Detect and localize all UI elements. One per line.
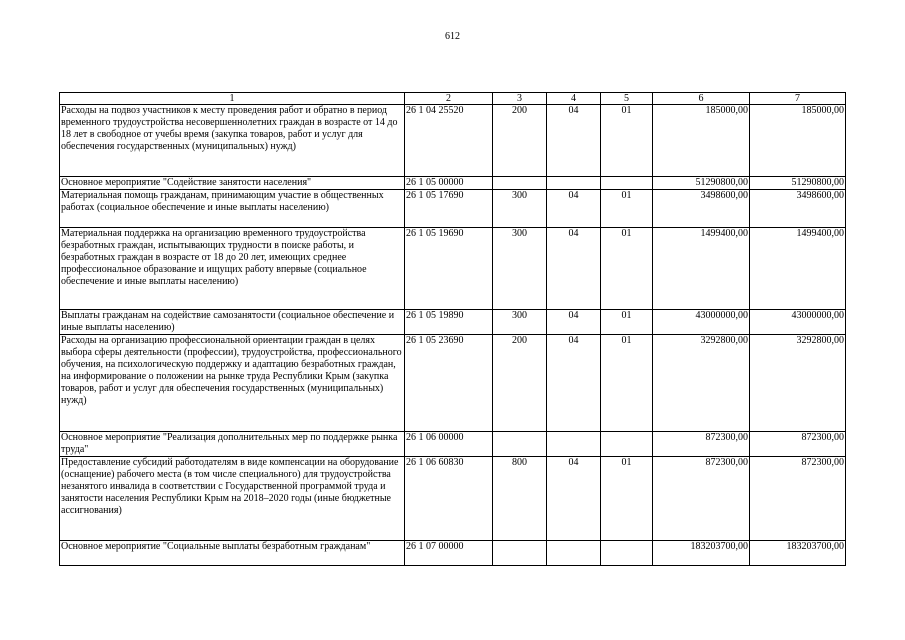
row-subsection: 01: [601, 228, 653, 310]
row-subsection: [601, 541, 653, 566]
row-expense-type: 300: [493, 310, 547, 335]
table-row: [60, 177, 846, 190]
row-subsection: 01: [601, 190, 653, 228]
table-row: [60, 541, 846, 566]
row-amount-col7: 1499400,00: [750, 228, 846, 310]
row-amount-col7: 872300,00: [750, 457, 846, 541]
row-target-code: 26 1 05 19890: [405, 310, 493, 335]
row-description: Основное мероприятие "Реализация дополнительных мер по поддержке рынка труда": [60, 432, 405, 457]
row-amount-col6: 872300,00: [653, 432, 750, 457]
row-section: 04: [547, 457, 601, 541]
row-section: 04: [547, 335, 601, 432]
row-target-code: 26 1 05 23690: [405, 335, 493, 432]
column-number-6: 6: [653, 93, 750, 105]
column-number-5: 5: [601, 93, 653, 105]
row-expense-type: [493, 432, 547, 457]
row-target-code: 26 1 05 00000: [405, 177, 493, 190]
row-description: Предоставление субсидий работодателям в виде компенсации на оборудование (оснащение) рабочего места (в том числе специального) для трудоустройства незанятого инвалида в соответствии с Государственной программой труда и занятости населения Республики Крым на 2018–2020 годы (иные бюджетные ассигнования): [60, 457, 405, 541]
row-amount-col6: 3498600,00: [653, 190, 750, 228]
row-amount-col6: 43000000,00: [653, 310, 750, 335]
row-section: 04: [547, 105, 601, 177]
budget-table: [59, 92, 846, 566]
row-expense-type: [493, 177, 547, 190]
row-target-code: 26 1 04 25520: [405, 105, 493, 177]
row-amount-col7: 43000000,00: [750, 310, 846, 335]
row-amount-col6: 872300,00: [653, 457, 750, 541]
table-row: [60, 310, 846, 335]
row-subsection: [601, 177, 653, 190]
row-section: [547, 541, 601, 566]
row-amount-col6: 3292800,00: [653, 335, 750, 432]
column-number-4: 4: [547, 93, 601, 105]
row-amount-col6: 1499400,00: [653, 228, 750, 310]
column-number-1: 1: [60, 93, 405, 105]
table-row: [60, 457, 846, 541]
row-expense-type: 200: [493, 105, 547, 177]
row-expense-type: 300: [493, 228, 547, 310]
row-amount-col6: 185000,00: [653, 105, 750, 177]
row-amount-col7: 3498600,00: [750, 190, 846, 228]
row-amount-col6: 183203700,00: [653, 541, 750, 566]
page-number: 612: [445, 31, 460, 42]
table-row: [60, 228, 846, 310]
row-amount-col7: 185000,00: [750, 105, 846, 177]
row-amount-col7: 183203700,00: [750, 541, 846, 566]
row-subsection: [601, 432, 653, 457]
table-row: [60, 335, 846, 432]
row-amount-col7: 872300,00: [750, 432, 846, 457]
row-amount-col6: 51290800,00: [653, 177, 750, 190]
row-subsection: 01: [601, 310, 653, 335]
row-section: 04: [547, 310, 601, 335]
row-amount-col7: 51290800,00: [750, 177, 846, 190]
row-section: [547, 177, 601, 190]
row-section: 04: [547, 190, 601, 228]
row-section: [547, 432, 601, 457]
row-description: Основное мероприятие "Содействие занятости населения": [60, 177, 405, 190]
row-target-code: 26 1 05 19690: [405, 228, 493, 310]
column-number-7: 7: [750, 93, 846, 105]
row-description: Выплаты гражданам на содействие самозанятости (социальное обеспечение и иные выплаты населению): [60, 310, 405, 335]
row-target-code: 26 1 05 17690: [405, 190, 493, 228]
row-expense-type: 800: [493, 457, 547, 541]
row-description: Расходы на организацию профессиональной ориентации граждан в целях выбора сферы деятельности (профессии), трудоустройства, профессионального обучения, на психологическую поддержку и адаптацию безработных граждан, на информирование о положении на рынке труда Республики Крым (закупка товаров, работ и услуг для обеспечения государственных (муниципальных) нужд): [60, 335, 405, 432]
column-number-2: 2: [405, 93, 493, 105]
row-subsection: 01: [601, 457, 653, 541]
row-description: Расходы на подвоз участников к месту проведения работ и обратно в период временного трудоустройства несовершеннолетних граждан в возрасте от 14 до 18 лет в свободное от учебы время (закупка товаров, работ и услуг для обеспечения государственных (муниципальных) нужд): [60, 105, 405, 177]
row-subsection: 01: [601, 105, 653, 177]
row-expense-type: 200: [493, 335, 547, 432]
row-amount-col7: 3292800,00: [750, 335, 846, 432]
table-row: [60, 190, 846, 228]
row-subsection: 01: [601, 335, 653, 432]
row-expense-type: 300: [493, 190, 547, 228]
row-target-code: 26 1 07 00000: [405, 541, 493, 566]
column-number-3: 3: [493, 93, 547, 105]
row-target-code: 26 1 06 00000: [405, 432, 493, 457]
row-description: Основное мероприятие "Социальные выплаты безработным гражданам": [60, 541, 405, 566]
row-description: Материальная помощь гражданам, принимающим участие в общественных работах (социальное обеспечение и иные выплаты населению): [60, 190, 405, 228]
row-description: Материальная поддержка на организацию временного трудоустройства безработных граждан, испытывающих трудности в поиске работы, и безработных граждан в возрасте от 18 до 20 лет, имеющих среднее профессиональное образование и ищущих работу впервые (социальное обеспечение и иные выплаты населению): [60, 228, 405, 310]
table-row: [60, 432, 846, 457]
table-header-row: [60, 93, 846, 105]
row-expense-type: [493, 541, 547, 566]
row-section: 04: [547, 228, 601, 310]
table-row: [60, 105, 846, 177]
row-target-code: 26 1 06 60830: [405, 457, 493, 541]
